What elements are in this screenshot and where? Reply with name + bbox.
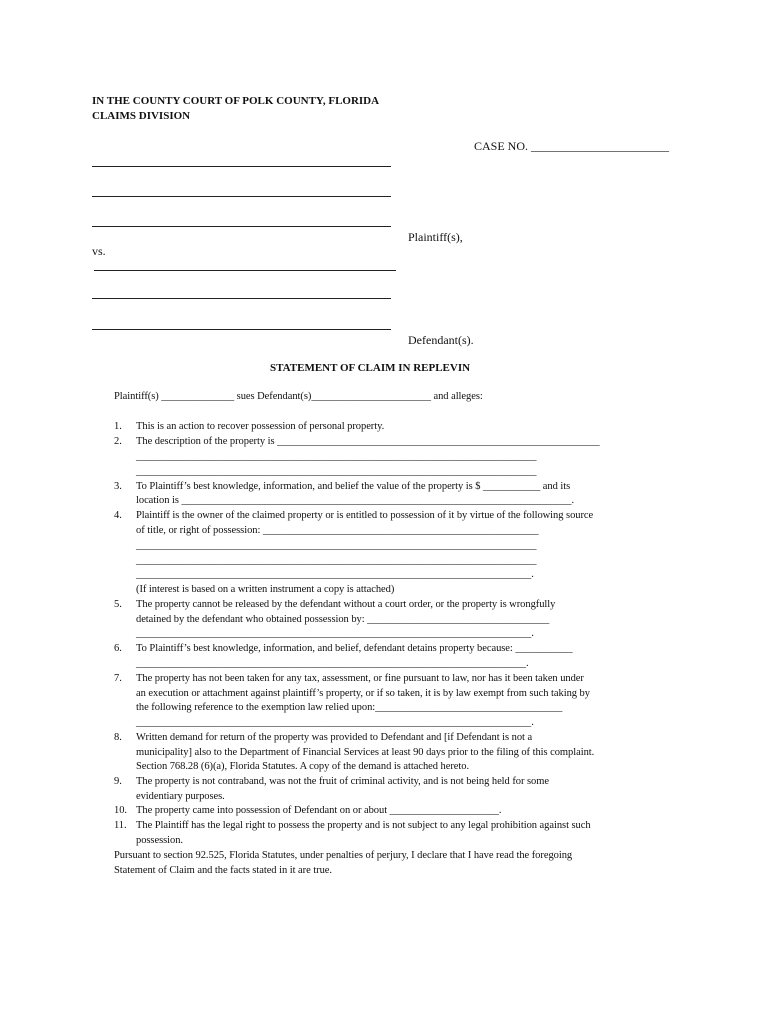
defendant-name-line [94, 270, 396, 271]
document-title: STATEMENT OF CLAIM IN REPLEVIN [270, 362, 471, 374]
item-line: evidentiary purposes. [136, 791, 225, 802]
item-line: This is an action to recover possession of personal property. [136, 421, 385, 432]
defendant-label: Defendant(s). [408, 333, 474, 347]
item-line: location is ___________________________________________________________________________. [136, 495, 575, 506]
item-number: 7. [114, 673, 122, 684]
item-number: 11. [114, 820, 127, 831]
defendant-name-line [92, 329, 391, 330]
item-line: municipality] also to the Department of Financial Services at least 90 days prior to the filing of this complaint. [136, 747, 595, 758]
item-line: The property has not been taken for any tax, assessment, or fine pursuant to law, nor has it been taken under [136, 673, 584, 684]
item-line: the following reference to the exemption law relied upon:____________________________________ [136, 702, 563, 713]
item-number: 4. [114, 510, 122, 521]
versus-label: vs. [92, 244, 106, 258]
item-number: 10. [114, 805, 127, 816]
item-line: possession. [136, 835, 183, 846]
item-line: ____________________________________________________________________________. [136, 628, 534, 639]
plaintiff-name-line [92, 226, 391, 227]
item-line: The Plaintiff has the legal right to possess the property and is not subject to any legal prohibition against such [136, 820, 591, 831]
plaintiff-name-line [92, 196, 391, 197]
court-heading: IN THE COUNTY COURT OF POLK COUNTY, FLORIDA [92, 95, 380, 107]
item-number: 2. [114, 436, 122, 447]
item-line: _____________________________________________________________________________ [136, 555, 537, 566]
item-line: an execution or attachment against plaintiff’s property, or if so taken, it is by law exempt from such taking by [136, 688, 590, 699]
item-line: ____________________________________________________________________________. [136, 717, 534, 728]
defendant-name-line [92, 298, 391, 299]
item-number: 6. [114, 643, 122, 654]
item-line: _____________________________________________________________________________ [136, 451, 537, 462]
case-number-field: CASE NO. _______________________ [474, 139, 670, 153]
item-line: The property cannot be released by the defendant without a court order, or the property is wrongfully [136, 599, 556, 610]
item-line: To Plaintiff’s best knowledge, information, and belief, defendant detains property because: ___________ [136, 643, 573, 654]
item-line: of title, or right of possession: _____________________________________________________ [136, 525, 539, 536]
declaration-line: Pursuant to section 92.525, Florida Statutes, under penalties of perjury, I declare that I have read the foregoing [114, 850, 573, 861]
item-line: detained by the defendant who obtained possession by: ___________________________________ [136, 614, 550, 625]
item-line: The property came into possession of Defendant on or about _____________________. [136, 805, 502, 816]
division-heading: CLAIMS DIVISION [92, 110, 191, 122]
item-line: The property is not contraband, was not the fruit of criminal activity, and is not being held for some [136, 776, 549, 787]
item-number: 1. [114, 421, 122, 432]
declaration-line: Statement of Claim and the facts stated in it are true. [114, 865, 332, 876]
item-line: To Plaintiff’s best knowledge, information, and belief the value of the property is $ ___________ and its [136, 481, 571, 492]
plaintiff-label: Plaintiff(s), [408, 230, 463, 244]
item-line: ___________________________________________________________________________. [136, 658, 529, 669]
item-note: (If interest is based on a written instrument a copy is attached) [136, 584, 395, 595]
item-line: ____________________________________________________________________________. [136, 569, 534, 580]
intro-paragraph: Plaintiff(s) ______________ sues Defendant(s)_______________________ and alleges: [114, 391, 483, 402]
item-number: 8. [114, 732, 122, 743]
item-line: The description of the property is ______________________________________________________________ [136, 436, 600, 447]
plaintiff-name-line [92, 166, 391, 167]
item-line: Written demand for return of the property was provided to Defendant and [if Defendant is not a [136, 732, 533, 743]
item-line: _____________________________________________________________________________ [136, 466, 537, 477]
item-line: Plaintiff is the owner of the claimed property or is entitled to possession of it by virtue of the following source [136, 510, 594, 521]
item-line: Section 768.28 (6)(a), Florida Statutes. A copy of the demand is attached hereto. [136, 761, 470, 772]
item-line: _____________________________________________________________________________ [136, 540, 537, 551]
item-number: 3. [114, 481, 122, 492]
item-number: 5. [114, 599, 122, 610]
item-number: 9. [114, 776, 122, 787]
